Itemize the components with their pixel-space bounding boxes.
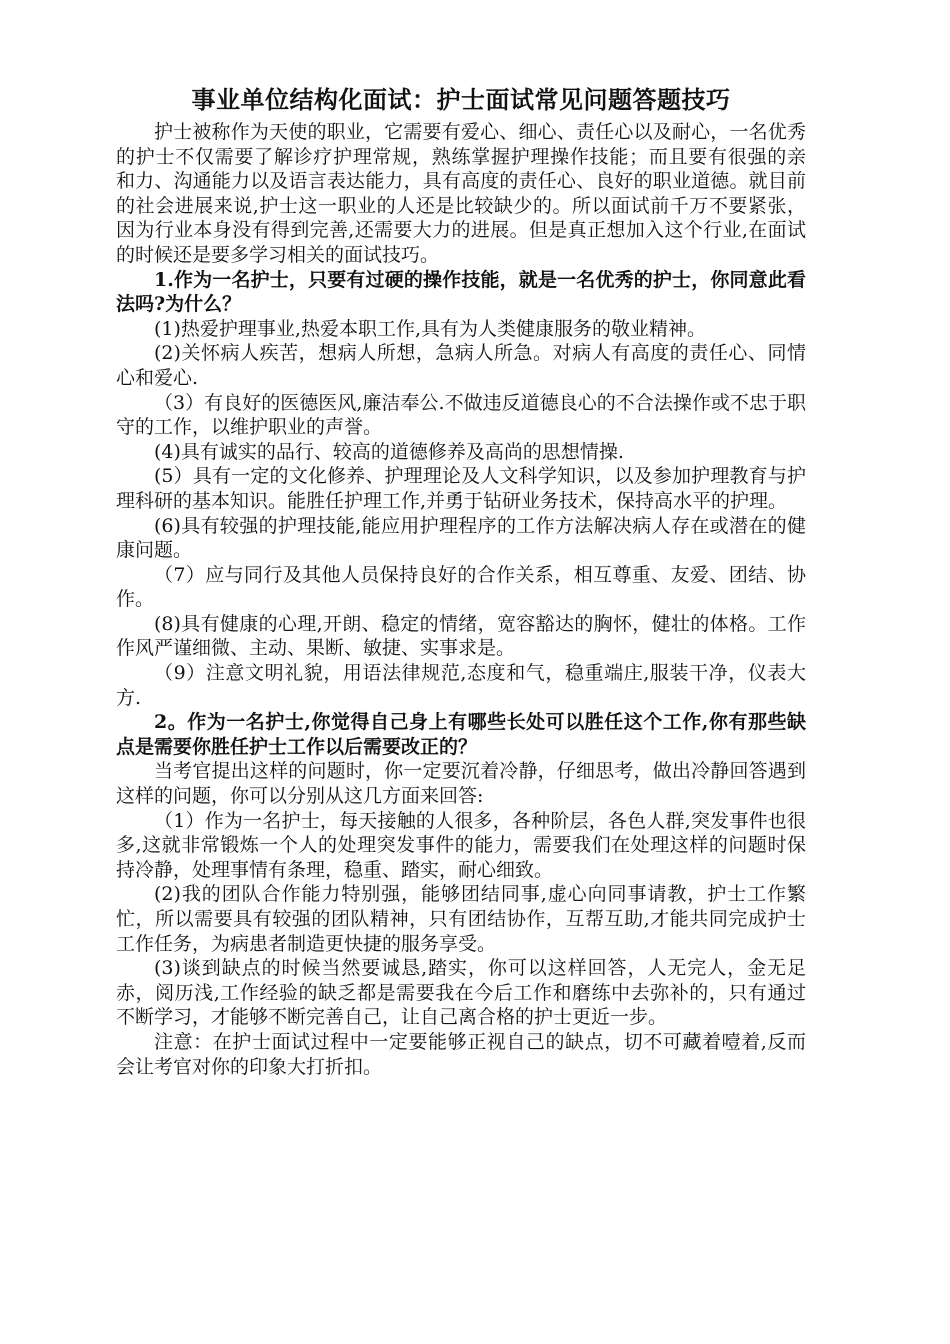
answer-2-intro: 当考官提出这样的问题时，你一定要沉着冷静，仔细思考，做出冷静回答遇到这样的问题，你可以分别从这几方面来回答: bbox=[116, 760, 806, 808]
document-title: 事业单位结构化面试：护士面试常见问题答题技巧 bbox=[191, 85, 731, 114]
document-page bbox=[116, 84, 806, 1079]
question-2-heading: 2。作为一名护士,你觉得自己身上有哪些长处可以胜任这个工作,你有那些缺点是需要你胜任护士工作以后需要改正的？ bbox=[116, 711, 806, 758]
answer-2-item-2: (2)我的团队合作能力特别强，能够团结同事,虚心向同事请教，护士工作繁忙，所以需要具有较强的团队精神，只有团结协作，互帮互助,才能共同完成护士工作任务，为病患者制造更快捷的服务享受。 bbox=[116, 883, 806, 955]
answer-1-item-1: (1)热爱护理事业,热爱本职工作,具有为人类健康服务的敬业精神。 bbox=[154, 317, 706, 340]
note-paragraph: 注意：在护士面试过程中一定要能够正视自己的缺点，切不可藏着噎着,反而会让考官对你的印象大打折扣。 bbox=[116, 1030, 806, 1078]
answer-1-item-9: （9）注意文明礼貌，用语法律规范,态度和气，稳重端庄,服装干净，仪表大方. bbox=[116, 662, 806, 709]
answer-2-item-1: （1）作为一名护士，每天接触的人很多，各种阶层，各色人群,突发事件也很多,这就非常锻炼一个人的处理突发事件的能力，需要我们在处理这样的问题时保持冷静，处理事情有条理，稳重、踏实，耐心细致。 bbox=[116, 809, 806, 881]
answer-1-item-5: (5）具有一定的文化修养、护理理论及人文科学知识，以及参加护理教育与护理科研的基本知识。能胜任护理工作,并勇于钻研业务技术，保持高水平的护理。 bbox=[116, 465, 806, 512]
answer-1-item-6: (6)具有较强的护理技能,能应用护理程序的工作方法解决病人存在或潜在的健康问题。 bbox=[116, 514, 806, 562]
answer-1-item-8: (8)具有健康的心理,开朗、稳定的情绪，宽容豁达的胸怀，健壮的体格。工作作风严谨细微、主动、果断、敏捷、实事求是。 bbox=[116, 612, 806, 660]
answer-1-item-3: （3）有良好的医德医风,廉洁奉公.不做违反道德良心的不合法操作或不忠于职守的工作，以维护职业的声誉。 bbox=[116, 391, 806, 439]
answer-1-item-4: (4)具有诚实的品行、较高的道德修养及高尚的思想情操. bbox=[154, 440, 624, 463]
answer-2-item-3: (3)谈到缺点的时候当然要诚恳,踏实，你可以这样回答，人无完人，金无足赤，阅历浅,工作经验的缺乏都是需要我在今后工作和磨练中去弥补的，只有通过不断学习，才能够不断完善自己，让自己离合格的护士更近一步。 bbox=[116, 957, 806, 1029]
question-1-heading: 1.作为一名护士，只要有过硬的操作技能，就是一名优秀的护士，你同意此看法吗?为什么？ bbox=[116, 268, 806, 316]
intro-paragraph: 护士被称作为天使的职业，它需要有爱心、细心、责任心以及耐心，一名优秀的护士不仅需要了解诊疗护理常规，熟练掌握护理操作技能；而且要有很强的亲 和力、沟通能力以及语言表达能力，具有高度的责任心、良好的职业道德。就目前的社会进展来说,护士这一职业的人还是比较缺少的。所以面试前千万不要紧张，因为行业本身没有得到完善,还需要大力的进展。但是真正想加入这个行业,在面试的时候还是要多学习相关的面试技巧。 bbox=[116, 121, 806, 266]
answer-1-item-7: （7）应与同行及其他人员保持良好的合作关系，相互尊重、友爱、团结、协作。 bbox=[116, 563, 806, 611]
answer-1-item-2: (2)关怀病人疾苦，想病人所想，急病人所急。对病人有高度的责任心、同情心和爱心. bbox=[116, 342, 806, 389]
